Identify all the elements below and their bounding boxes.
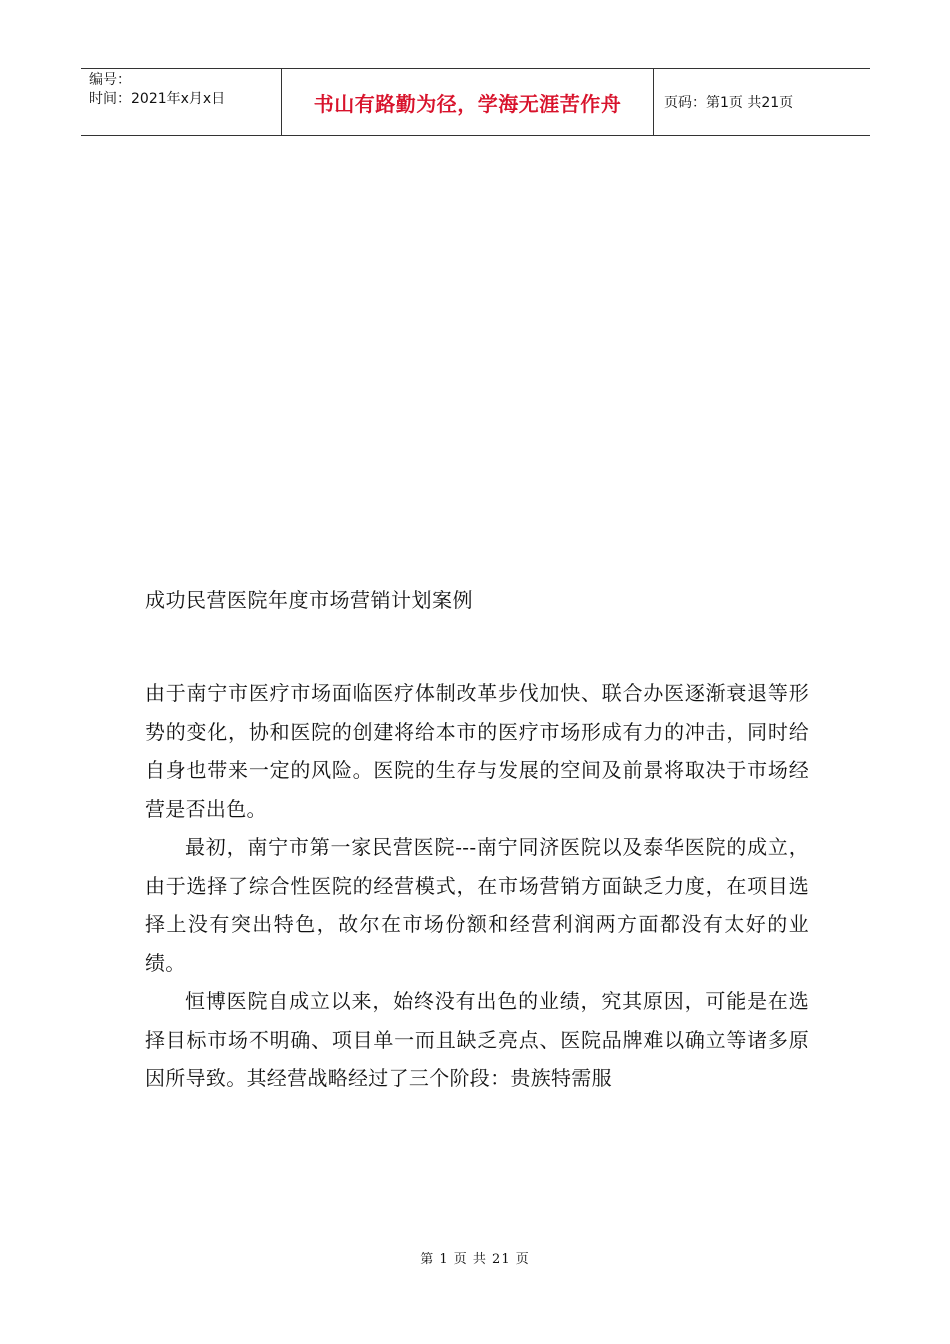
page-footer: 第 1 页 共 21 页	[420, 1252, 530, 1267]
header-motto-cell	[281, 69, 654, 135]
document-title: 成功民营医院年度市场营销计划案例	[145, 588, 473, 612]
document-body	[145, 674, 809, 1098]
paragraph-3: 恒博医院自成立以来，始终没有出色的业绩，究其原因，可能是在选择目标市场不明确、项目单一而且缺乏亮点、医院品牌难以确立等诸多原因所导致。其经营战略经过了三个阶段：贵族特需服	[145, 989, 809, 1090]
header-motto: 书山有路勤为径，学海无涯苦作舟	[313, 91, 622, 116]
header-meta-cell	[81, 69, 281, 135]
header-page-cell	[654, 69, 870, 135]
header-page-info: 页码：第1页 共21页	[664, 95, 794, 111]
paragraph-1: 由于南宁市医疗市场面临医疗体制改革步伐加快、联合办医逐渐衰退等形势的变化，协和医院的创建将给本市的医疗市场形成有力的冲击，同时给自身也带来一定的风险。医院的生存与发展的空间及前景将取决于市场经营是否出色。	[145, 681, 809, 821]
document-date-label: 时间：2021年x月x日	[89, 91, 226, 107]
header-table	[81, 68, 870, 136]
document-number-label: 编号：	[89, 72, 131, 88]
paragraph-2: 最初，南宁市第一家民营医院---南宁同济医院以及泰华医院的成立，由于选择了综合性医院的经营模式，在市场营销方面缺乏力度，在项目选择上没有突出特色，故尔在市场份额和经营利润两方面都没有太好的业绩。	[145, 835, 809, 975]
